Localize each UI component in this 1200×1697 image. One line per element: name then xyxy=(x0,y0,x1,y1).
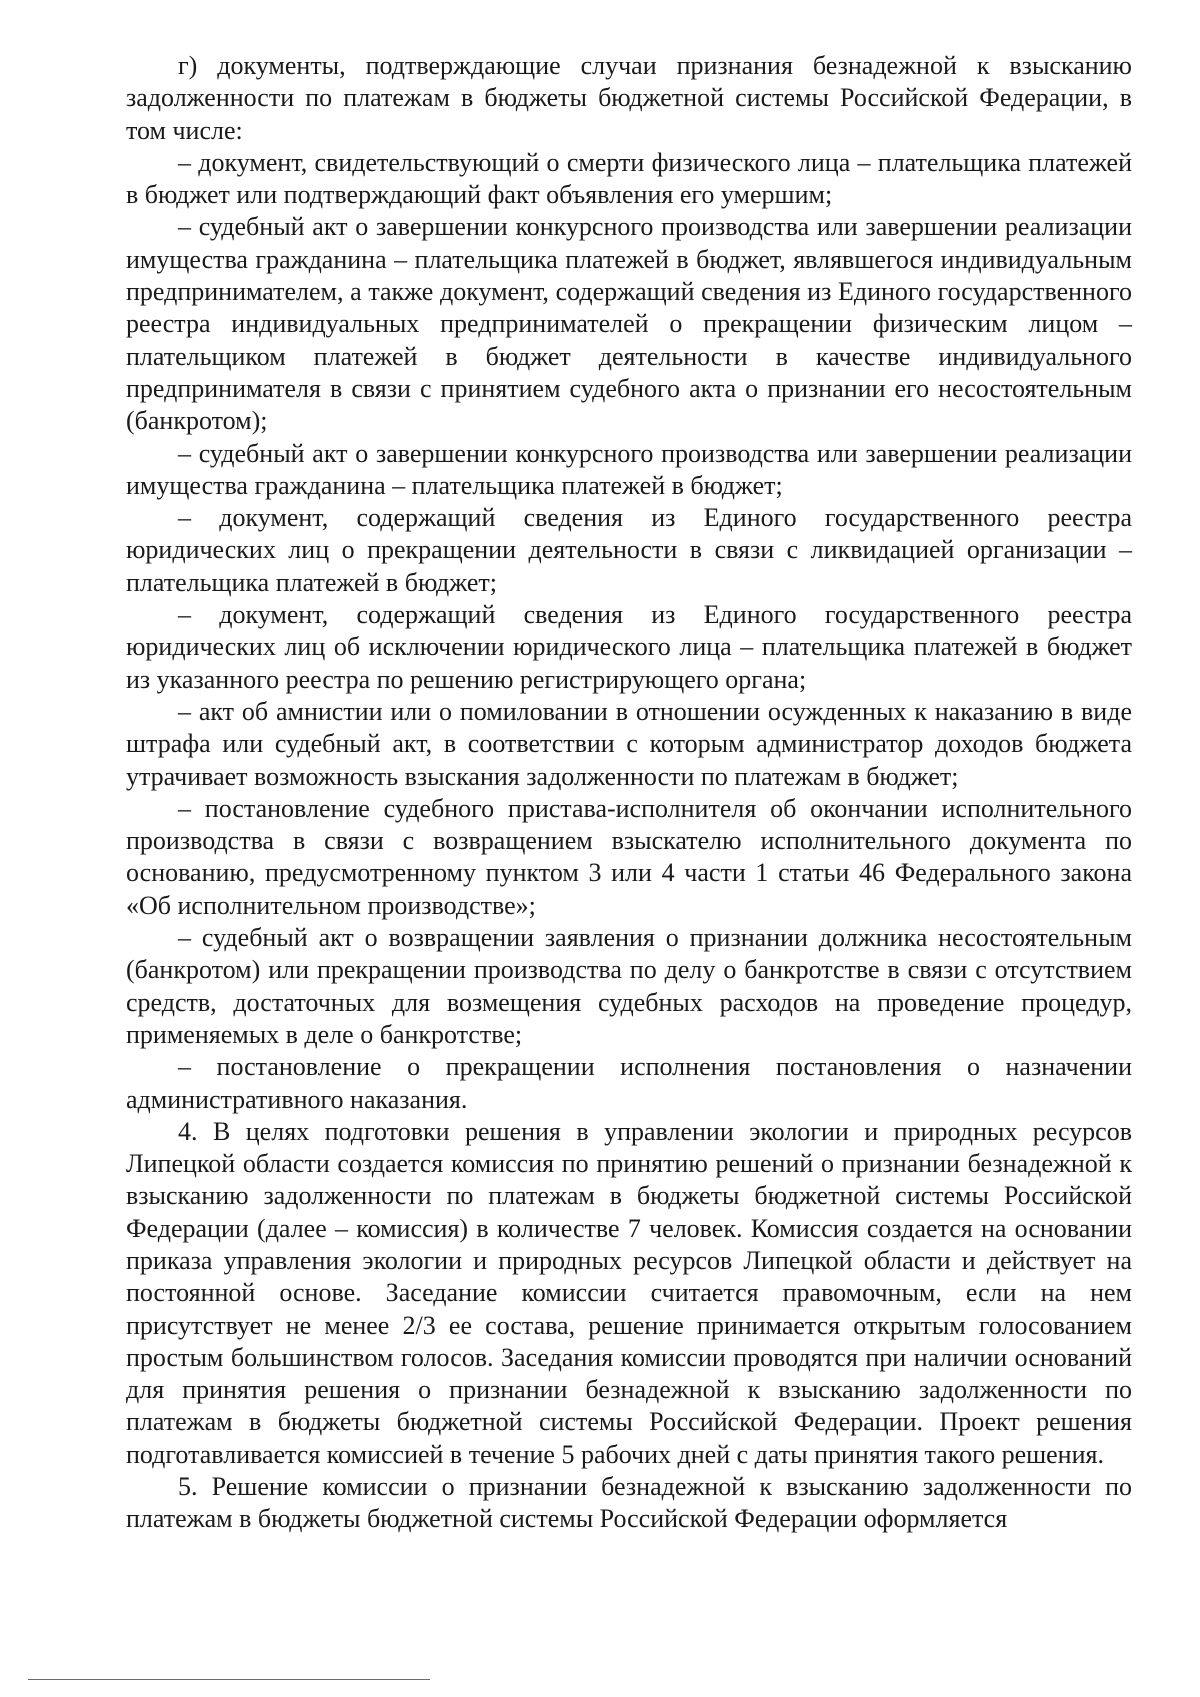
paragraph-termination-of-penalty: – постановление о прекращении исполнения постановления о назначении административного наказания. xyxy=(126,1052,1132,1114)
paragraph-bailiff-resolution: – постановление судебного пристава-исполнителя об окончании исполнительного производства в связи с возвращением взыскателю исполнительного документа по основанию, предусмотренному пунктом 3 или 4 части 1 статьи 46 Федерального закона «Об исполнительном производстве»; xyxy=(126,793,1132,920)
paragraph-liquidation-organization: – документ, содержащий сведения из Единого государственного реестра юридических лиц о прекращении деятельности в связи с ликвидацией организации – плательщика платежей в бюджет; xyxy=(126,503,1132,597)
paragraph-death-certificate: – документ, свидетельствующий о смерти физического лица – плательщика платежей в бюджет или подтверждающий факт объявления его умершим; xyxy=(126,147,1132,210)
paragraph-documents-list-intro: г) документы, подтверждающие случаи признания безнадежной к взысканию задолженности по платежам в бюджеты бюджетной системы Российской Федерации, в том числе: xyxy=(126,51,1132,145)
paragraph-section-4-commission: 4. В целях подготовки решения в управлении экологии и природных ресурсов Липецкой области создается комиссия по принятию решений о признании безнадежной к взысканию задолженности по платежам в бюджеты бюджетной системы Российской Федерации (далее – комиссия) в количестве 7 человек. Комиссия создается на основании приказа управления экологии и природных ресурсов Липецкой области и действует на постоянной основе. Заседание комиссии считается правомочным, если на нем присутствует не менее 2/3 ее состава, решение принимается открытым голосованием простым большинством голосов. Заседания комиссии проводятся при наличии оснований для принятия решения о признании безнадежной к взысканию задолженности по платежам в бюджеты бюджетной системы Российской Федерации. Проект решения подготавливается комиссией в течение 5 рабочих дней с даты принятия такого решения. xyxy=(126,1116,1132,1469)
document-body xyxy=(126,50,1132,1536)
paragraph-section-5-decision: 5. Решение комиссии о признании безнадежной к взысканию задолженности по платежам в бюджеты бюджетной системы Российской Федерации оформляется xyxy=(126,1472,1132,1534)
paragraph-amnesty-pardon: – акт об амнистии или о помиловании в отношении осужденных к наказанию в виде штрафа или судебный акт, в соответствии с которым администратор доходов бюджета утрачивает возможность взыскания задолженности по платежам в бюджет; xyxy=(126,696,1132,791)
paragraph-return-of-bankruptcy-claim: – судебный акт о возвращении заявления о признании должника несостоятельным (банкротом) или прекращении производства по делу о банкротстве в связи с отсутствием средств, достаточных для возмещения судебных расходов на проведение процедур, применяемых в деле о банкротстве; xyxy=(126,923,1132,1049)
footer-divider xyxy=(28,1679,430,1680)
paragraph-bankruptcy-individual-entrepreneur: – судебный акт о завершении конкурсного производства или завершении реализации имущества гражданина – плательщика платежей в бюджет, являвшегося индивидуальным предпринимателем, а также документ, содержащий сведения из Единого государственного реестра индивидуальных предпринимателей о прекращении физическим лицом – плательщиком платежей в бюджет деятельности в качестве индивидуального предпринимателя в связи с принятием судебного акта о признании его несостоятельным (банкротом); xyxy=(126,212,1132,436)
paragraph-bankruptcy-citizen: – судебный акт о завершении конкурсного производства или завершении реализации имущества гражданина – плательщика платежей в бюджет; xyxy=(126,438,1132,500)
paragraph-exclusion-legal-entity: – документ, содержащий сведения из Единого государственного реестра юридических лиц об исключении юридического лица – плательщика платежей в бюджет из указанного реестра по решению регистрирующего органа; xyxy=(126,600,1132,694)
